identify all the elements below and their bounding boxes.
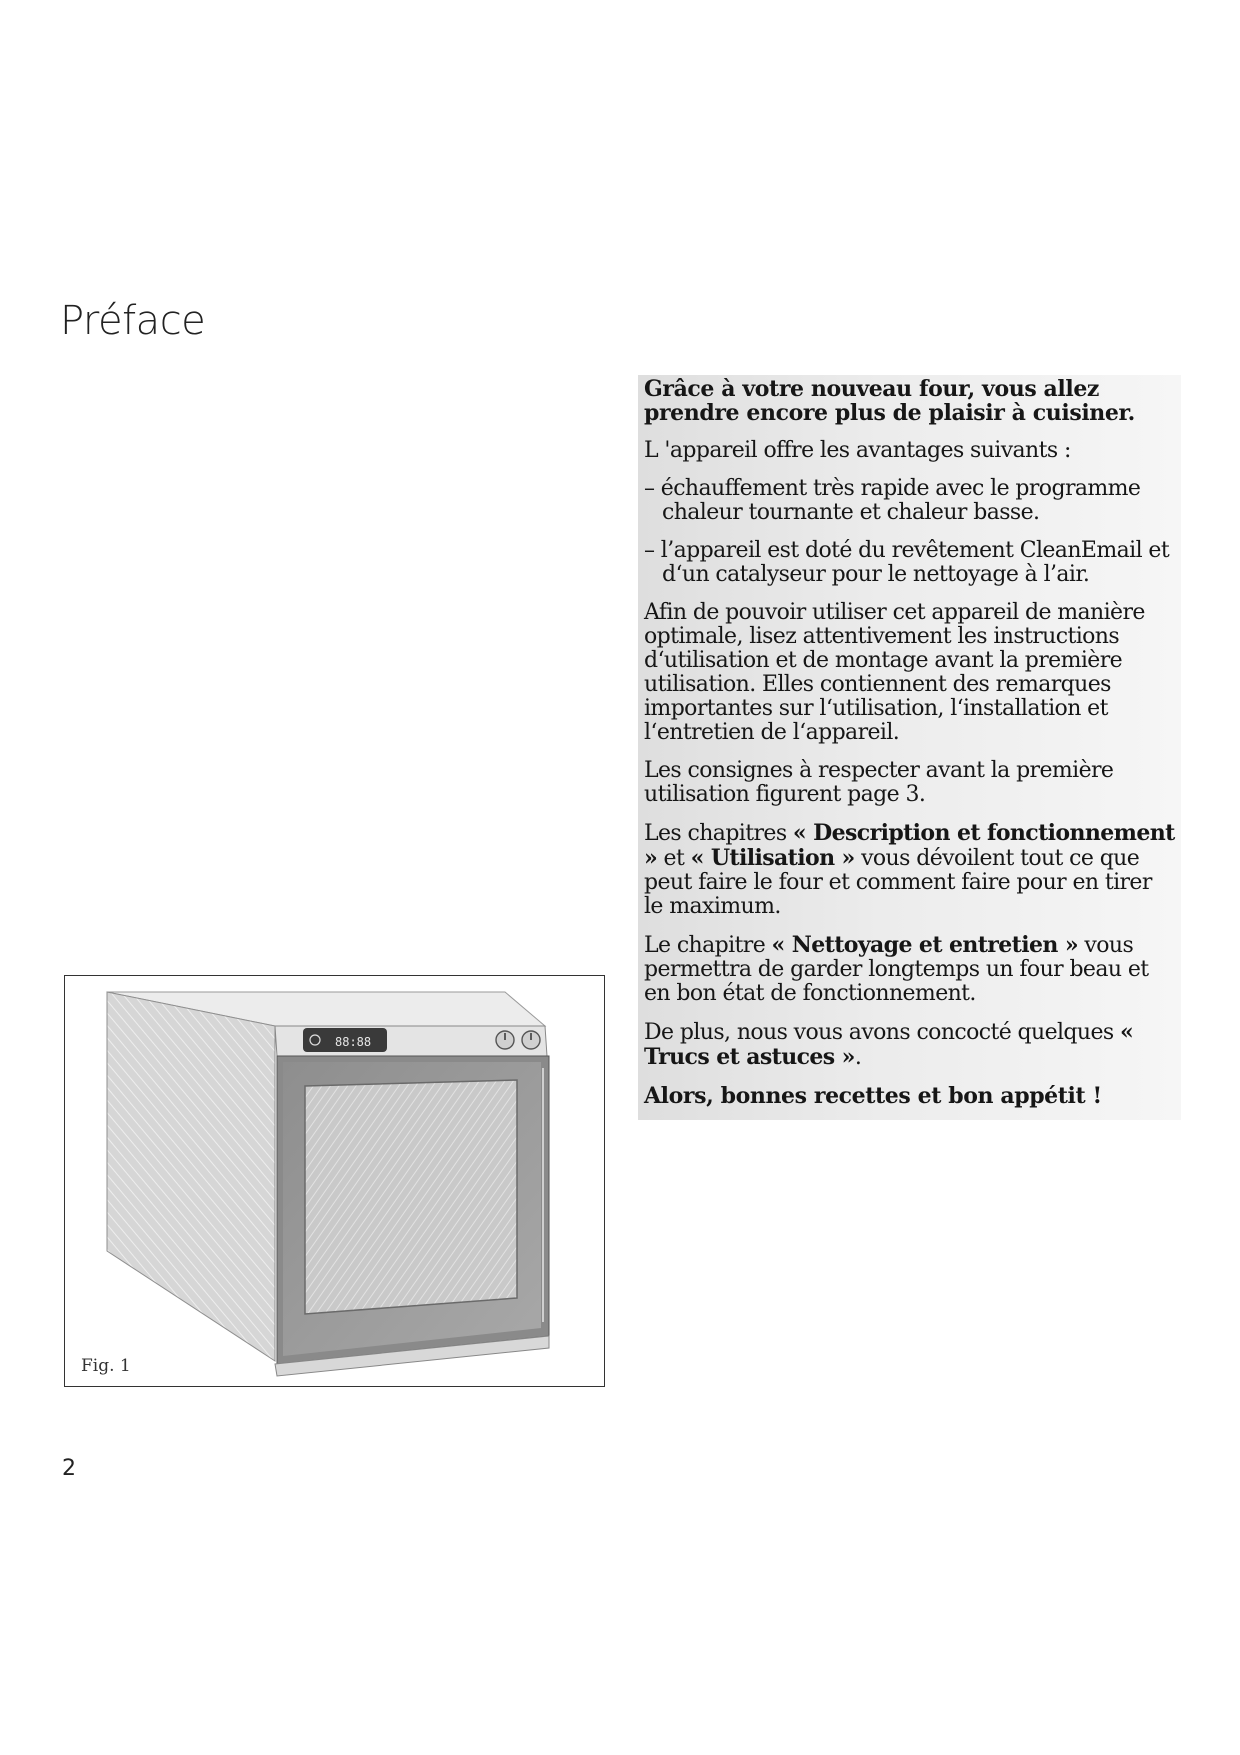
oven-window bbox=[305, 1080, 517, 1314]
oven-knob-left bbox=[496, 1031, 514, 1049]
chapter-ref-description: « Description et fonctionnement » bbox=[644, 820, 1175, 871]
tips-text-2: . bbox=[854, 1045, 862, 1070]
oven-figure bbox=[64, 975, 605, 1387]
lead-heading: Grâce à votre nouveau four, vous allez prendre encore plus de plaisir à cuisiner. bbox=[644, 376, 1135, 426]
chapters-paragraph bbox=[644, 821, 1175, 919]
chapters-text-3: vous dévoilent tout ce que peut faire le four et comment faire pour en tirer le maximum. bbox=[644, 846, 1152, 919]
instructions-paragraph: Afin de pouvoir utiliser cet appareil de manière optimale, lisez attentivement les instructions d‘utilisation et de montage avant la première utilisation. Elles contiennent des remarques importantes sur l‘utilisation, l‘installation et l‘entretien de l‘appareil. bbox=[644, 600, 1145, 745]
consignes-paragraph: Les consignes à respecter avant la première utilisation figurent page 3. bbox=[644, 758, 1114, 807]
oven-illustration bbox=[65, 976, 603, 1385]
chapter-ref-nettoyage: « Nettoyage et entretien » bbox=[771, 932, 1079, 958]
tips-paragraph bbox=[644, 1020, 1175, 1070]
advantages-intro: L 'appareil offre les avantages suivants : bbox=[644, 438, 1071, 463]
cleaning-text-2: vous permettra de garder longtemps un four beau et en bon état de fonctionnement. bbox=[644, 933, 1149, 1006]
figure-caption: Fig. 1 bbox=[81, 1356, 131, 1376]
oven-side-panel bbox=[107, 992, 275, 1361]
chapter-ref-utilisation: « Utilisation » bbox=[690, 845, 855, 871]
chapter-ref-trucs: « Trucs et astuces » bbox=[644, 1019, 1134, 1070]
page-number: 2 bbox=[62, 1456, 76, 1481]
oven-display-digits: 88:88 bbox=[335, 1035, 372, 1049]
tips-text-1: De plus, nous vous avons concocté quelques bbox=[644, 1020, 1120, 1045]
page-title: Préface bbox=[60, 298, 206, 344]
oven-knob-right bbox=[522, 1031, 540, 1049]
cleaning-paragraph bbox=[644, 933, 1175, 1006]
chapters-text-2: et bbox=[657, 846, 691, 871]
cleaning-text-1: Le chapitre bbox=[644, 933, 772, 958]
chapters-text-1: Les chapitres bbox=[644, 821, 793, 846]
preface-text-box bbox=[638, 375, 1181, 1120]
advantage-item-1: – échauffement très rapide avec le programme chaleur tournante et chaleur basse. bbox=[644, 476, 1141, 525]
closing-line: Alors, bonnes recettes et bon appétit ! bbox=[644, 1083, 1102, 1109]
advantage-item-2: – l’appareil est doté du revêtement CleanEmail et d‘un catalyseur pour le nettoyage à l’air. bbox=[644, 538, 1170, 587]
